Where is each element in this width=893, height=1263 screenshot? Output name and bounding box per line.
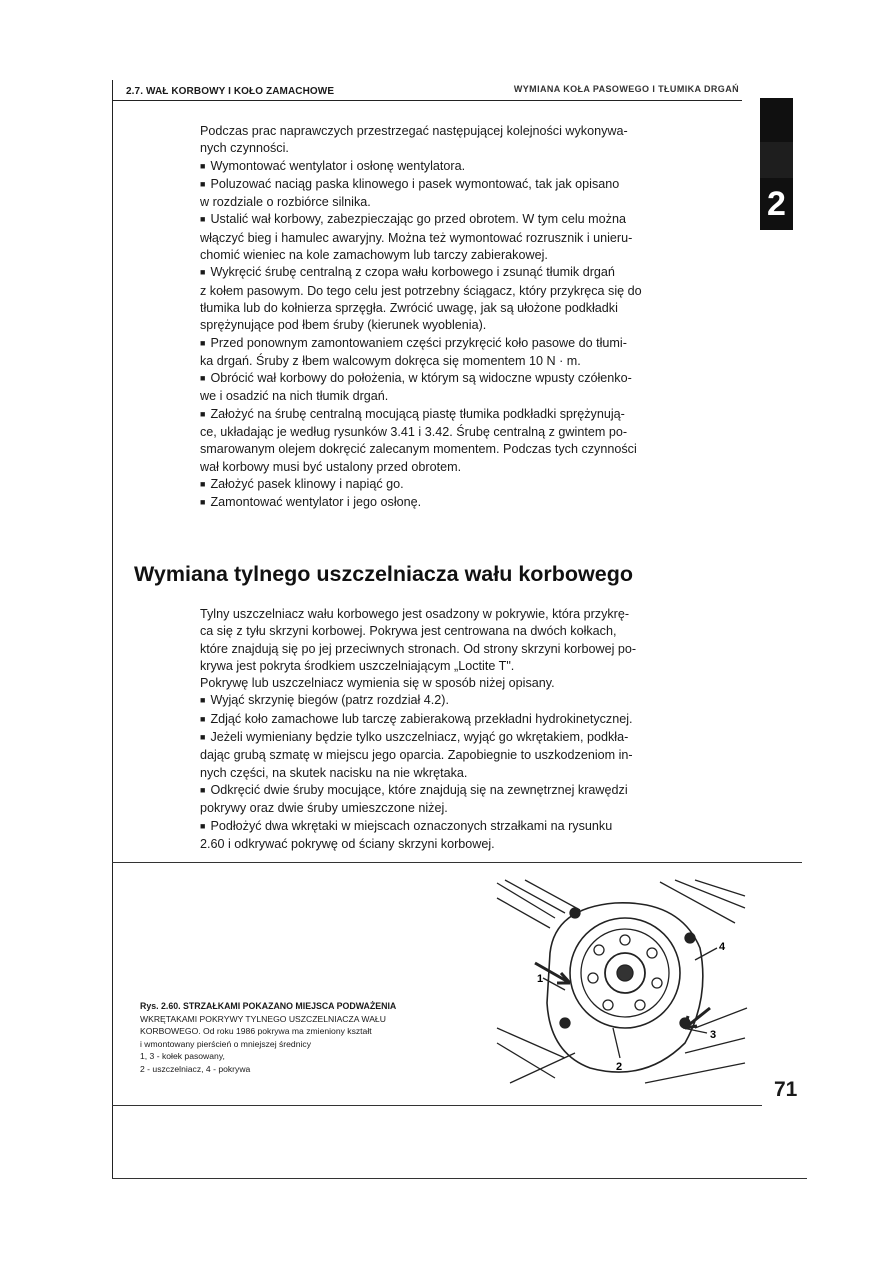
chapter-tab-number: 2 <box>760 178 793 230</box>
bolt-hole <box>647 948 657 958</box>
figure-seal-cover-drawing <box>495 878 750 1088</box>
section2-line: ca się z tyłu skrzyni korbowej. Pokrywa jest centrowana na dwóch kołkach, <box>200 624 617 639</box>
section2-line: nych części, na skutek nacisku na nie wkrętaka. <box>200 765 468 780</box>
section2-line: 2.60 i odkrywać pokrywę od ściany skrzyni korbowej. <box>200 836 495 851</box>
figure-label-3: 3 <box>710 1029 717 1041</box>
caption-title: Rys. 2.60. STRZAŁKAMI POKAZANO MIEJSCA PODWAŻENIA <box>140 1001 397 1011</box>
section1-line: ■ Ustalić wał korbowy, zabezpieczając go przed obrotem. W tym celu można <box>200 211 670 229</box>
bolt-hole <box>620 935 630 945</box>
section2-line: pokrywy oraz dwie śruby umieszczone niżej. <box>200 801 448 816</box>
hub-center <box>617 965 633 981</box>
section1-line: ce, układając je według rysunków 3.41 i 3.42. Śrubę centralną z gwintem po- <box>200 425 628 440</box>
caption-line: i wmontowany pierścień o mniejszej średnicy <box>140 1038 311 1049</box>
caption-line: WKRĘTAKAMI POKRYWY TYLNEGO USZCZELNIACZA WAŁU <box>140 1013 386 1024</box>
section1-line: ■ Poluzować naciąg paska klinowego i pasek wymontować, tak jak opisano <box>200 176 670 194</box>
section2-line: ■ Jeżeli wymieniany będzie tylko uszczelniacz, wyjąć go wkrętakiem, podkła- <box>200 729 670 747</box>
section1-line: ka drgań. Śruby z łbem walcowym dokręca się momentem 10 N · m. <box>200 353 581 368</box>
leader-4 <box>695 948 717 960</box>
section2-line: które znajdują się po jej przeciwnych stronach. Od strony skrzyni korbowej po- <box>200 641 637 656</box>
section1-line: tłumika lub do kołnierza sprzęgła. Zwrócić uwagę, jak są ułożone podkładki <box>200 300 618 315</box>
screw <box>560 1018 570 1028</box>
chapter-tab-top <box>760 98 793 142</box>
section1-line: ■ Wymontować wentylator i osłonę wentylatora. <box>200 158 670 176</box>
section2-line: dając grubą szmatę w miejscu jego oparcia. Zapobiegnie to uszkodzeniom in- <box>200 748 633 763</box>
section1-line: ■ Przed ponownym zamontowaniem części przykręcić koło pasowe do tłumi- <box>200 335 670 353</box>
bolt-hole <box>603 1000 613 1010</box>
hatch-top-left <box>497 880 580 928</box>
section2-line: ■ Wyjąć skrzynię biegów (patrz rozdział 4.2). <box>200 692 670 710</box>
section2-line: Pokrywę lub uszczelniacz wymienia się w sposób niżej opisany. <box>200 676 555 691</box>
bolt-hole <box>635 1000 645 1010</box>
section1-line: sprężynujące pod łbem śruby (kierunek wyoblenia). <box>200 318 487 333</box>
section1-line: smarowanym olejem dokręcić zalecanym momentem. Podczas tych czynności <box>200 442 637 457</box>
leader-2 <box>613 1028 620 1058</box>
section2-line: ■ Zdjąć koło zamachowe lub tarczę zabierakową przekładni hydrokinetycznej. <box>200 711 670 729</box>
section2-title: Wymiana tylnego uszczelniacza wału korbowego <box>134 562 634 586</box>
hatch-bottom-left <box>497 1028 575 1083</box>
section1-body <box>200 123 670 513</box>
section2-line: ■ Odkręcić dwie śruby mocujące, które znajdują się na zewnętrznej krawędzi <box>200 782 670 800</box>
section1-line: wał korbowy musi być ustalony przed obrotem. <box>200 459 462 474</box>
leader-3 <box>683 1028 707 1033</box>
figure-label-2: 2 <box>616 1061 623 1073</box>
chapter-tab-middle <box>760 142 793 178</box>
caption-line: KORBOWEGO. Od roku 1986 pokrywa ma zmieniony kształt <box>140 1026 372 1036</box>
cover-outline <box>547 903 703 1072</box>
section1-line: ■ Obrócić wał korbowy do położenia, w którym są widoczne wpusty czółenko- <box>200 370 670 388</box>
bolt-hole <box>652 978 662 988</box>
running-header-right: WYMIANA KOŁA PASOWEGO I TŁUMIKA DRGAŃ <box>513 84 739 94</box>
hatch-top-right <box>660 880 745 923</box>
bolt-hole <box>594 945 604 955</box>
figure-label-4: 4 <box>719 941 726 953</box>
screw <box>570 908 580 918</box>
section1-line: ■ Założyć pasek klinowy i napiąć go. <box>200 476 670 494</box>
section2-line: Tylny uszczelniacz wału korbowego jest osadzony w pokrywie, która przykrę- <box>200 607 630 621</box>
bolt-hole <box>588 973 598 983</box>
section1-line: chomić wieniec na kole zamachowym lub tarczy zabierakowej. <box>200 248 548 263</box>
figure-top-rule <box>112 862 802 863</box>
section1-line: w rozdziale o rozbiórce silnika. <box>200 195 371 210</box>
caption-line: 1, 3 - kołek pasowany, <box>140 1051 225 1061</box>
caption-line: 2 - uszczelniacz, 4 - pokrywa <box>140 1063 251 1074</box>
figure-label-1: 1 <box>537 973 544 985</box>
section1-line: ■ Zamontować wentylator i jego osłonę. <box>200 494 670 512</box>
caption-lines <box>140 1013 470 1076</box>
section2-line: krywa jest pokryta środkiem uszczelniającym „Loctite T". <box>200 658 515 673</box>
section1-line: ■ Wykręcić śrubę centralną z czopa wału korbowego i zsunąć tłumik drgań <box>200 264 670 282</box>
section1-line: włączyć bieg i hamulec awaryjny. Można też wymontować rozrusznik i unieru- <box>200 230 633 245</box>
header-rule <box>112 100 742 101</box>
section2-body <box>200 606 670 853</box>
running-header-left: 2.7. WAŁ KORBOWY I KOŁO ZAMACHOWE <box>126 86 335 97</box>
section1-line: z kołem pasowym. Do tego celu jest potrzebny ściągacz, który przykręca się do <box>200 283 642 298</box>
section1-line: we i osadzić na nich tłumik drgań. <box>200 389 389 404</box>
left-margin-rule <box>112 80 113 1178</box>
section1-line: Podczas prac naprawczych przestrzegać następującej kolejności wykonywa- <box>200 124 628 138</box>
figure-caption <box>140 1000 470 1075</box>
page-number: 71 <box>774 1078 798 1101</box>
figure-bottom-rule <box>112 1105 762 1106</box>
section1-line: ■ Założyć na śrubę centralną mocującą piastę tłumika podkładki sprężynują- <box>200 406 670 424</box>
section2-line: ■ Podłożyć dwa wkrętaki w miejscach oznaczonych strzałkami na rysunku <box>200 818 670 836</box>
screw <box>685 933 695 943</box>
section1-line: nych czynności. <box>200 141 289 156</box>
bottom-rule <box>112 1178 807 1179</box>
